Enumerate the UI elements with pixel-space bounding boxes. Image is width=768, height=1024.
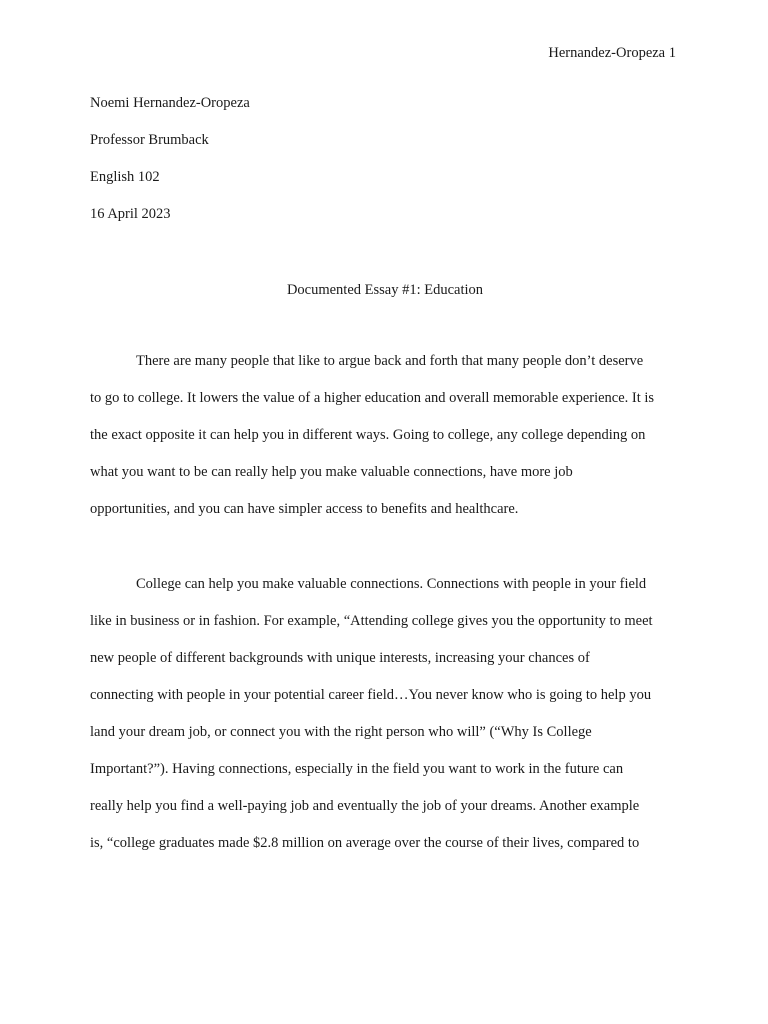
professor-name: Professor Brumback (90, 132, 209, 148)
paragraph-line: really help you find a well-paying job and eventually the job of your dreams. Another example (90, 798, 640, 814)
paragraph-line: There are many people that like to argue back and forth that many people don’t deserve (136, 353, 644, 369)
paragraph-line: is, “college graduates made $2.8 million on average over the course of their lives, compared to (90, 835, 640, 851)
mla-heading (90, 94, 680, 242)
paragraph-line: like in business or in fashion. For example, “Attending college gives you the opportunity to meet (90, 613, 653, 629)
paragraph-1 (90, 352, 682, 537)
paragraph-line: new people of different backgrounds with unique interests, increasing your chances of (90, 650, 590, 666)
paragraph-line: what you want to be can really help you make valuable connections, have more job (90, 464, 573, 480)
paragraph-line: connecting with people in your potential career field…You never know who is going to help you (90, 687, 652, 703)
essay-title: Documented Essay #1: Education (286, 282, 484, 298)
course-name: English 102 (90, 169, 160, 185)
student-name: Noemi Hernandez-Oropeza (90, 95, 250, 111)
running-head: Hernandez-Oropeza 1 (548, 45, 676, 61)
paragraph-line: opportunities, and you can have simpler access to benefits and healthcare. (90, 501, 519, 517)
paragraph-2 (90, 575, 682, 871)
paragraph-line: to go to college. It lowers the value of a higher education and overall memorable experience. It is (90, 390, 655, 406)
essay-date: 16 April 2023 (90, 206, 171, 222)
paragraph-line: the exact opposite it can help you in different ways. Going to college, any college depending on (90, 427, 646, 443)
paragraph-line: land your dream job, or connect you with the right person who will” (“Why Is College (90, 724, 592, 740)
paragraph-line: Important?”). Having connections, especially in the field you want to work in the future can (90, 761, 624, 777)
paragraph-line: College can help you make valuable connections. Connections with people in your field (136, 576, 647, 592)
